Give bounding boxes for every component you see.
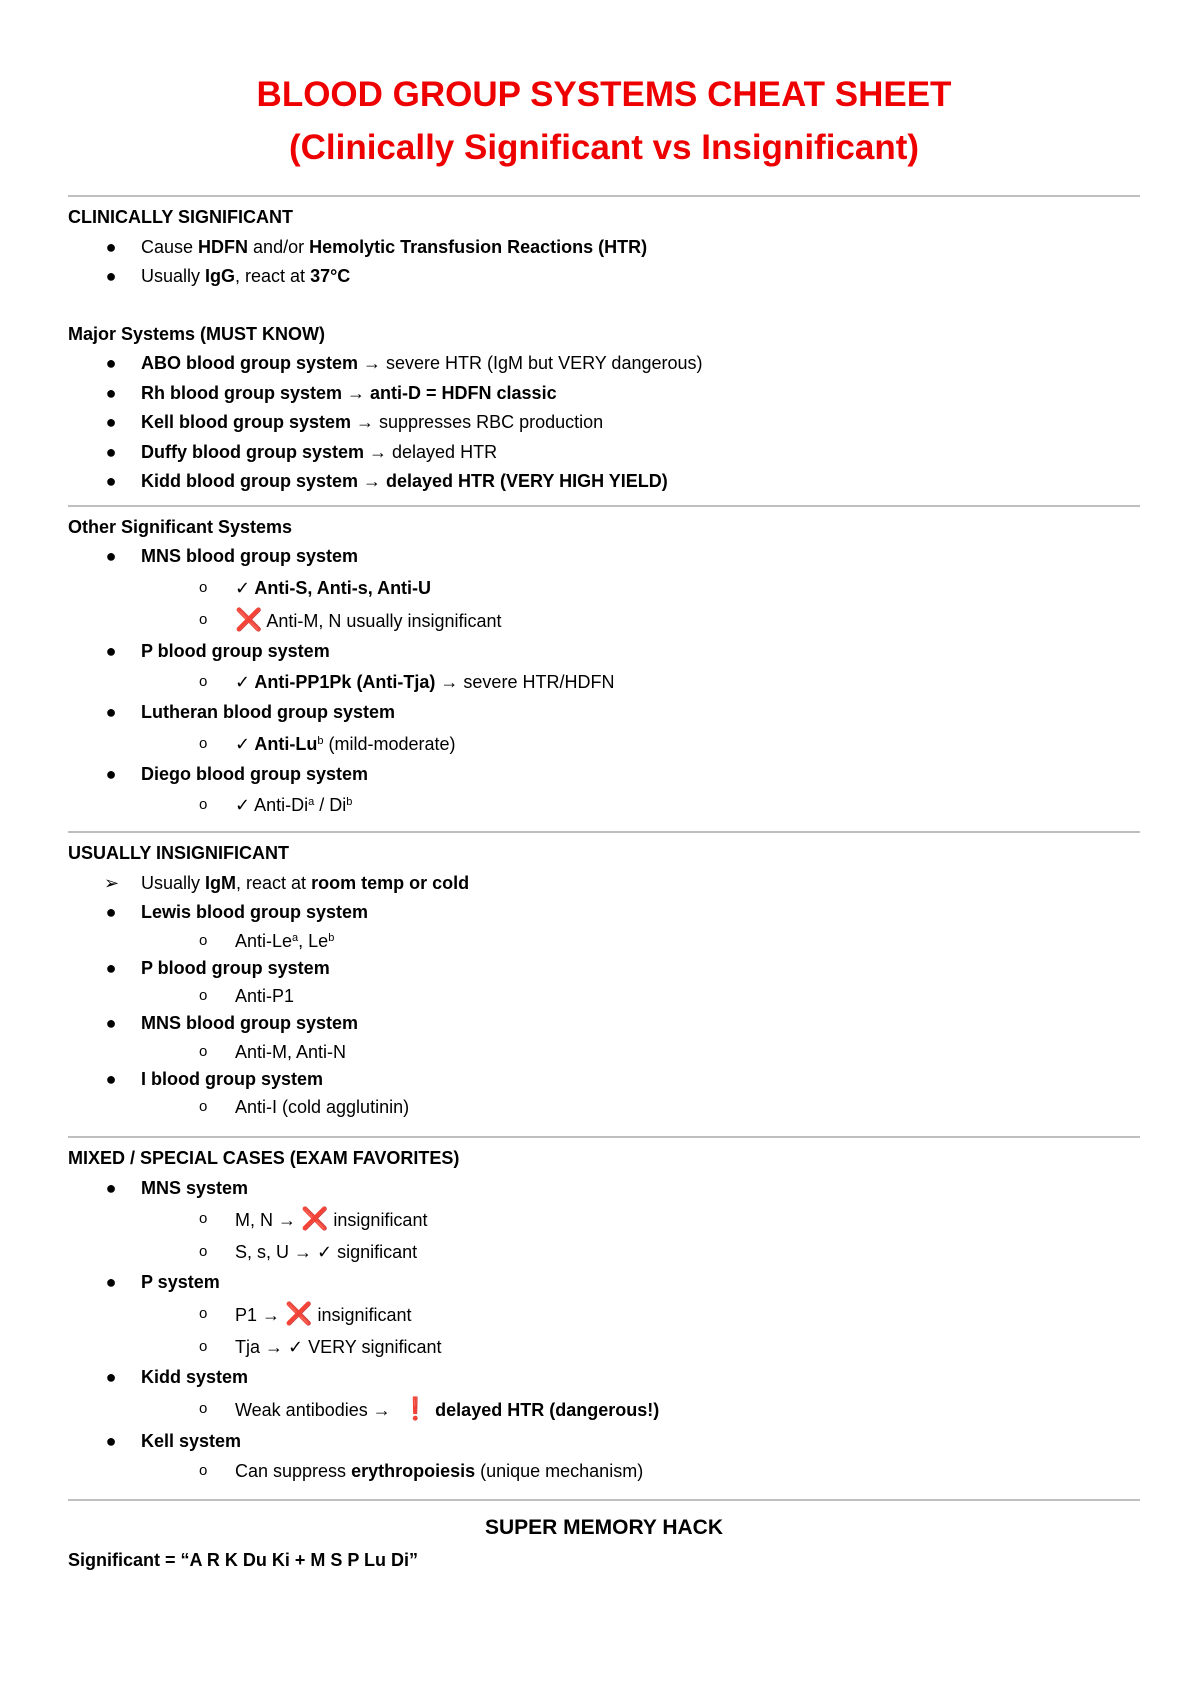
- text: (mild-moderate): [323, 733, 456, 754]
- superscript: a: [292, 931, 299, 944]
- bullet-icon: ●: [105, 1177, 117, 1198]
- sub-list-item: [141, 1039, 1140, 1065]
- text: / Di: [314, 795, 347, 815]
- text: Weak antibodies →: [235, 1400, 396, 1420]
- bullet-icon: ●: [105, 546, 117, 566]
- list-item: [68, 262, 1140, 292]
- text: , react at: [236, 872, 312, 893]
- subsection-heading: Major Systems (MUST KNOW): [68, 323, 326, 344]
- section-heading: USUALLY INSIGNIFICANT: [68, 843, 290, 863]
- text: Anti-M, Anti-N: [235, 1041, 347, 1062]
- spacer: [68, 292, 1140, 320]
- text: HDFN: [198, 236, 249, 257]
- bullet-list: [68, 349, 1140, 497]
- superscript: b: [317, 734, 324, 747]
- text: ✓ Anti-Lu: [235, 733, 318, 754]
- text: P blood group system: [141, 640, 330, 661]
- text: ✓ Anti-Di: [235, 795, 309, 815]
- exclamation-icon: ❗: [401, 1396, 430, 1421]
- sub-list: [141, 789, 1140, 821]
- bullet-icon: ●: [105, 640, 117, 661]
- text: ✓ Anti-PP1Pk (Anti-Tja): [235, 672, 436, 692]
- sub-list-item: [141, 928, 1140, 954]
- circle-bullet-icon: o: [199, 1042, 208, 1060]
- sub-list-item: [141, 1392, 1140, 1427]
- circle-bullet-icon: o: [199, 734, 208, 752]
- text: → delayed HTR (VERY HIGH YIELD): [358, 471, 668, 491]
- text: P1 →: [235, 1304, 286, 1325]
- text: Kell system: [141, 1431, 242, 1451]
- bullet-icon: ●: [105, 763, 117, 784]
- text: P system: [141, 1272, 220, 1292]
- bullet-icon: ●: [105, 1366, 117, 1387]
- bullet-list: [68, 233, 1140, 292]
- list-item: [68, 1363, 1140, 1428]
- bullet-list: [68, 1174, 1140, 1485]
- circle-bullet-icon: o: [199, 1210, 208, 1227]
- list-item: [68, 1009, 1140, 1065]
- sub-list: [141, 928, 1140, 954]
- cross-mark-icon: ❌: [301, 1206, 329, 1231]
- list-item: [68, 898, 1140, 954]
- text: Diego blood group system: [141, 763, 369, 784]
- list-item: [68, 438, 1140, 468]
- bullet-icon: ●: [105, 1013, 117, 1033]
- bullet-icon: ●: [105, 236, 117, 257]
- bullet-icon: ●: [105, 1431, 117, 1451]
- sub-list-item: [141, 1236, 1140, 1268]
- sub-list: [141, 1392, 1140, 1427]
- text: IgM: [205, 872, 237, 893]
- sub-list: [141, 572, 1140, 637]
- circle-bullet-icon: o: [199, 1400, 208, 1417]
- circle-bullet-icon: o: [199, 578, 208, 596]
- bullet-icon: ●: [105, 957, 117, 978]
- sub-list: [141, 666, 1140, 698]
- text: 37°C: [310, 266, 351, 286]
- text: delayed HTR (dangerous!): [435, 1400, 660, 1420]
- bullet-icon: ●: [105, 266, 117, 286]
- text: MNS system: [141, 1177, 249, 1198]
- sub-list-item: [141, 572, 1140, 604]
- bullet-list: [68, 542, 1140, 821]
- text: Kell blood group system: [141, 412, 352, 432]
- superscript: b: [328, 931, 335, 944]
- sub-list-item: [141, 789, 1140, 821]
- sub-list: [141, 1203, 1140, 1268]
- sub-list-item: [141, 1203, 1140, 1236]
- sub-list: [141, 983, 1140, 1009]
- page-title: BLOOD GROUP SYSTEMS CHEAT SHEET: [256, 75, 952, 114]
- list-item: [68, 349, 1140, 379]
- list-item: [68, 1065, 1140, 1121]
- circle-bullet-icon: o: [199, 1337, 208, 1355]
- text: room temp or cold: [311, 872, 470, 893]
- sub-list-item: [141, 1457, 1140, 1485]
- sub-list-item: [141, 604, 1140, 637]
- text: , react at: [235, 266, 311, 286]
- bullet-icon: ●: [105, 902, 117, 922]
- list-item: [68, 760, 1140, 822]
- text: Rh blood group system: [141, 382, 343, 403]
- text: → suppresses RBC production: [351, 412, 604, 432]
- text: → delayed HTR: [364, 441, 498, 462]
- page-subtitle: (Clinically Significant vs Insignificant): [288, 128, 920, 167]
- memory-hack-line: Significant = “A R K Du Ki + M S P Lu Di”: [68, 1549, 419, 1570]
- section-memory-hack: [68, 1511, 1140, 1575]
- circle-bullet-icon: o: [199, 1098, 208, 1115]
- cross-mark-icon: ❌: [235, 606, 263, 632]
- circle-bullet-icon: o: [199, 1461, 208, 1479]
- text: insignificant: [312, 1304, 412, 1325]
- section-mixed-special: [68, 1138, 1140, 1485]
- list-item: [68, 954, 1140, 1010]
- circle-bullet-icon: o: [199, 931, 208, 949]
- circle-bullet-icon: o: [199, 673, 208, 690]
- arrow-bullet-icon: ➢: [104, 872, 120, 893]
- text: Duffy blood group system: [141, 441, 365, 462]
- circle-bullet-icon: o: [199, 1243, 208, 1260]
- text: insignificant: [328, 1210, 428, 1230]
- list-item: [68, 542, 1140, 637]
- sub-list: [141, 1457, 1140, 1485]
- text: Anti-M, N usually insignificant: [262, 610, 502, 631]
- circle-bullet-icon: o: [199, 610, 208, 628]
- text: Lutheran blood group system: [141, 702, 396, 722]
- sub-list-item: [141, 1094, 1140, 1120]
- list-item: [68, 467, 1140, 497]
- text: Anti-Le: [235, 930, 293, 951]
- text: , Le: [298, 930, 329, 951]
- text: ABO blood group system: [141, 353, 359, 373]
- text: P blood group system: [141, 957, 330, 978]
- text: Hemolytic Transfusion Reactions (HTR): [309, 236, 648, 257]
- cross-mark-icon: ❌: [285, 1300, 313, 1326]
- text: Kidd blood group system: [141, 471, 359, 491]
- section-heading: CLINICALLY SIGNIFICANT: [68, 207, 294, 227]
- section-heading: Other Significant Systems: [68, 516, 293, 537]
- section-usually-insignificant: [68, 833, 1140, 1120]
- superscript: b: [346, 796, 353, 808]
- bullet-icon: ●: [105, 471, 117, 491]
- section-clinically-significant: [68, 197, 1140, 497]
- list-item: [68, 1174, 1140, 1269]
- text: Tja → ✓ VERY significant: [235, 1336, 442, 1357]
- list-item: [68, 408, 1140, 438]
- text: ✓ Anti-S, Anti-s, Anti-U: [235, 577, 432, 598]
- list-item: [68, 698, 1140, 760]
- text: → severe HTR (IgM but VERY dangerous): [358, 353, 703, 373]
- section-other-significant: [68, 507, 1140, 822]
- text: erythropoiesis: [351, 1460, 476, 1481]
- text: Kidd system: [141, 1366, 249, 1387]
- bullet-icon: ●: [105, 441, 117, 462]
- sub-list-item: [141, 666, 1140, 698]
- text: Usually: [141, 872, 206, 893]
- text: I blood group system: [141, 1068, 324, 1089]
- text: (unique mechanism): [475, 1460, 644, 1481]
- list-item: [68, 1268, 1140, 1363]
- text: Can suppress: [235, 1460, 352, 1481]
- sub-list-item: [141, 728, 1140, 760]
- text: → anti-D = HDFN classic: [342, 382, 557, 403]
- section-heading: SUPER MEMORY HACK: [484, 1515, 724, 1539]
- text: Usually: [141, 266, 206, 286]
- sub-list: [141, 1298, 1140, 1363]
- circle-bullet-icon: o: [199, 1304, 208, 1322]
- sub-list: [141, 1094, 1140, 1120]
- text: MNS blood group system: [141, 546, 359, 566]
- text: and/or: [248, 236, 310, 257]
- text: Anti-P1: [235, 986, 295, 1006]
- list-item: [68, 1427, 1140, 1485]
- bullet-icon: ●: [105, 1068, 117, 1089]
- divider: [68, 1499, 1140, 1501]
- bullet-icon: ●: [105, 412, 117, 432]
- text: IgG: [205, 266, 236, 286]
- circle-bullet-icon: o: [199, 796, 208, 813]
- sub-list-item: [141, 983, 1140, 1009]
- text: S, s, U → ✓ significant: [235, 1242, 418, 1262]
- bullet-icon: ●: [105, 702, 117, 722]
- document-page: [68, 70, 1140, 1575]
- text: Cause: [141, 236, 199, 257]
- list-item: [68, 233, 1140, 263]
- bullet-icon: ●: [105, 353, 117, 373]
- list-item: [68, 637, 1140, 699]
- text: Lewis blood group system: [141, 902, 369, 922]
- sub-list-item: [141, 1298, 1140, 1331]
- list-item: [68, 869, 1140, 899]
- text: M, N →: [235, 1210, 301, 1230]
- bullet-icon: ●: [105, 382, 117, 403]
- sub-list: [141, 728, 1140, 760]
- section-heading: MIXED / SPECIAL CASES (EXAM FAVORITES): [68, 1148, 460, 1168]
- list-item: [68, 379, 1140, 409]
- text: Anti-I (cold agglutinin): [235, 1097, 410, 1117]
- sub-list-item: [141, 1331, 1140, 1363]
- bullet-icon: ●: [105, 1272, 117, 1292]
- superscript: a: [308, 796, 315, 808]
- text: → severe HTR/HDFN: [435, 672, 615, 692]
- sub-list: [141, 1039, 1140, 1065]
- text: MNS blood group system: [141, 1013, 359, 1033]
- bullet-list: [68, 869, 1140, 1121]
- circle-bullet-icon: o: [199, 987, 208, 1004]
